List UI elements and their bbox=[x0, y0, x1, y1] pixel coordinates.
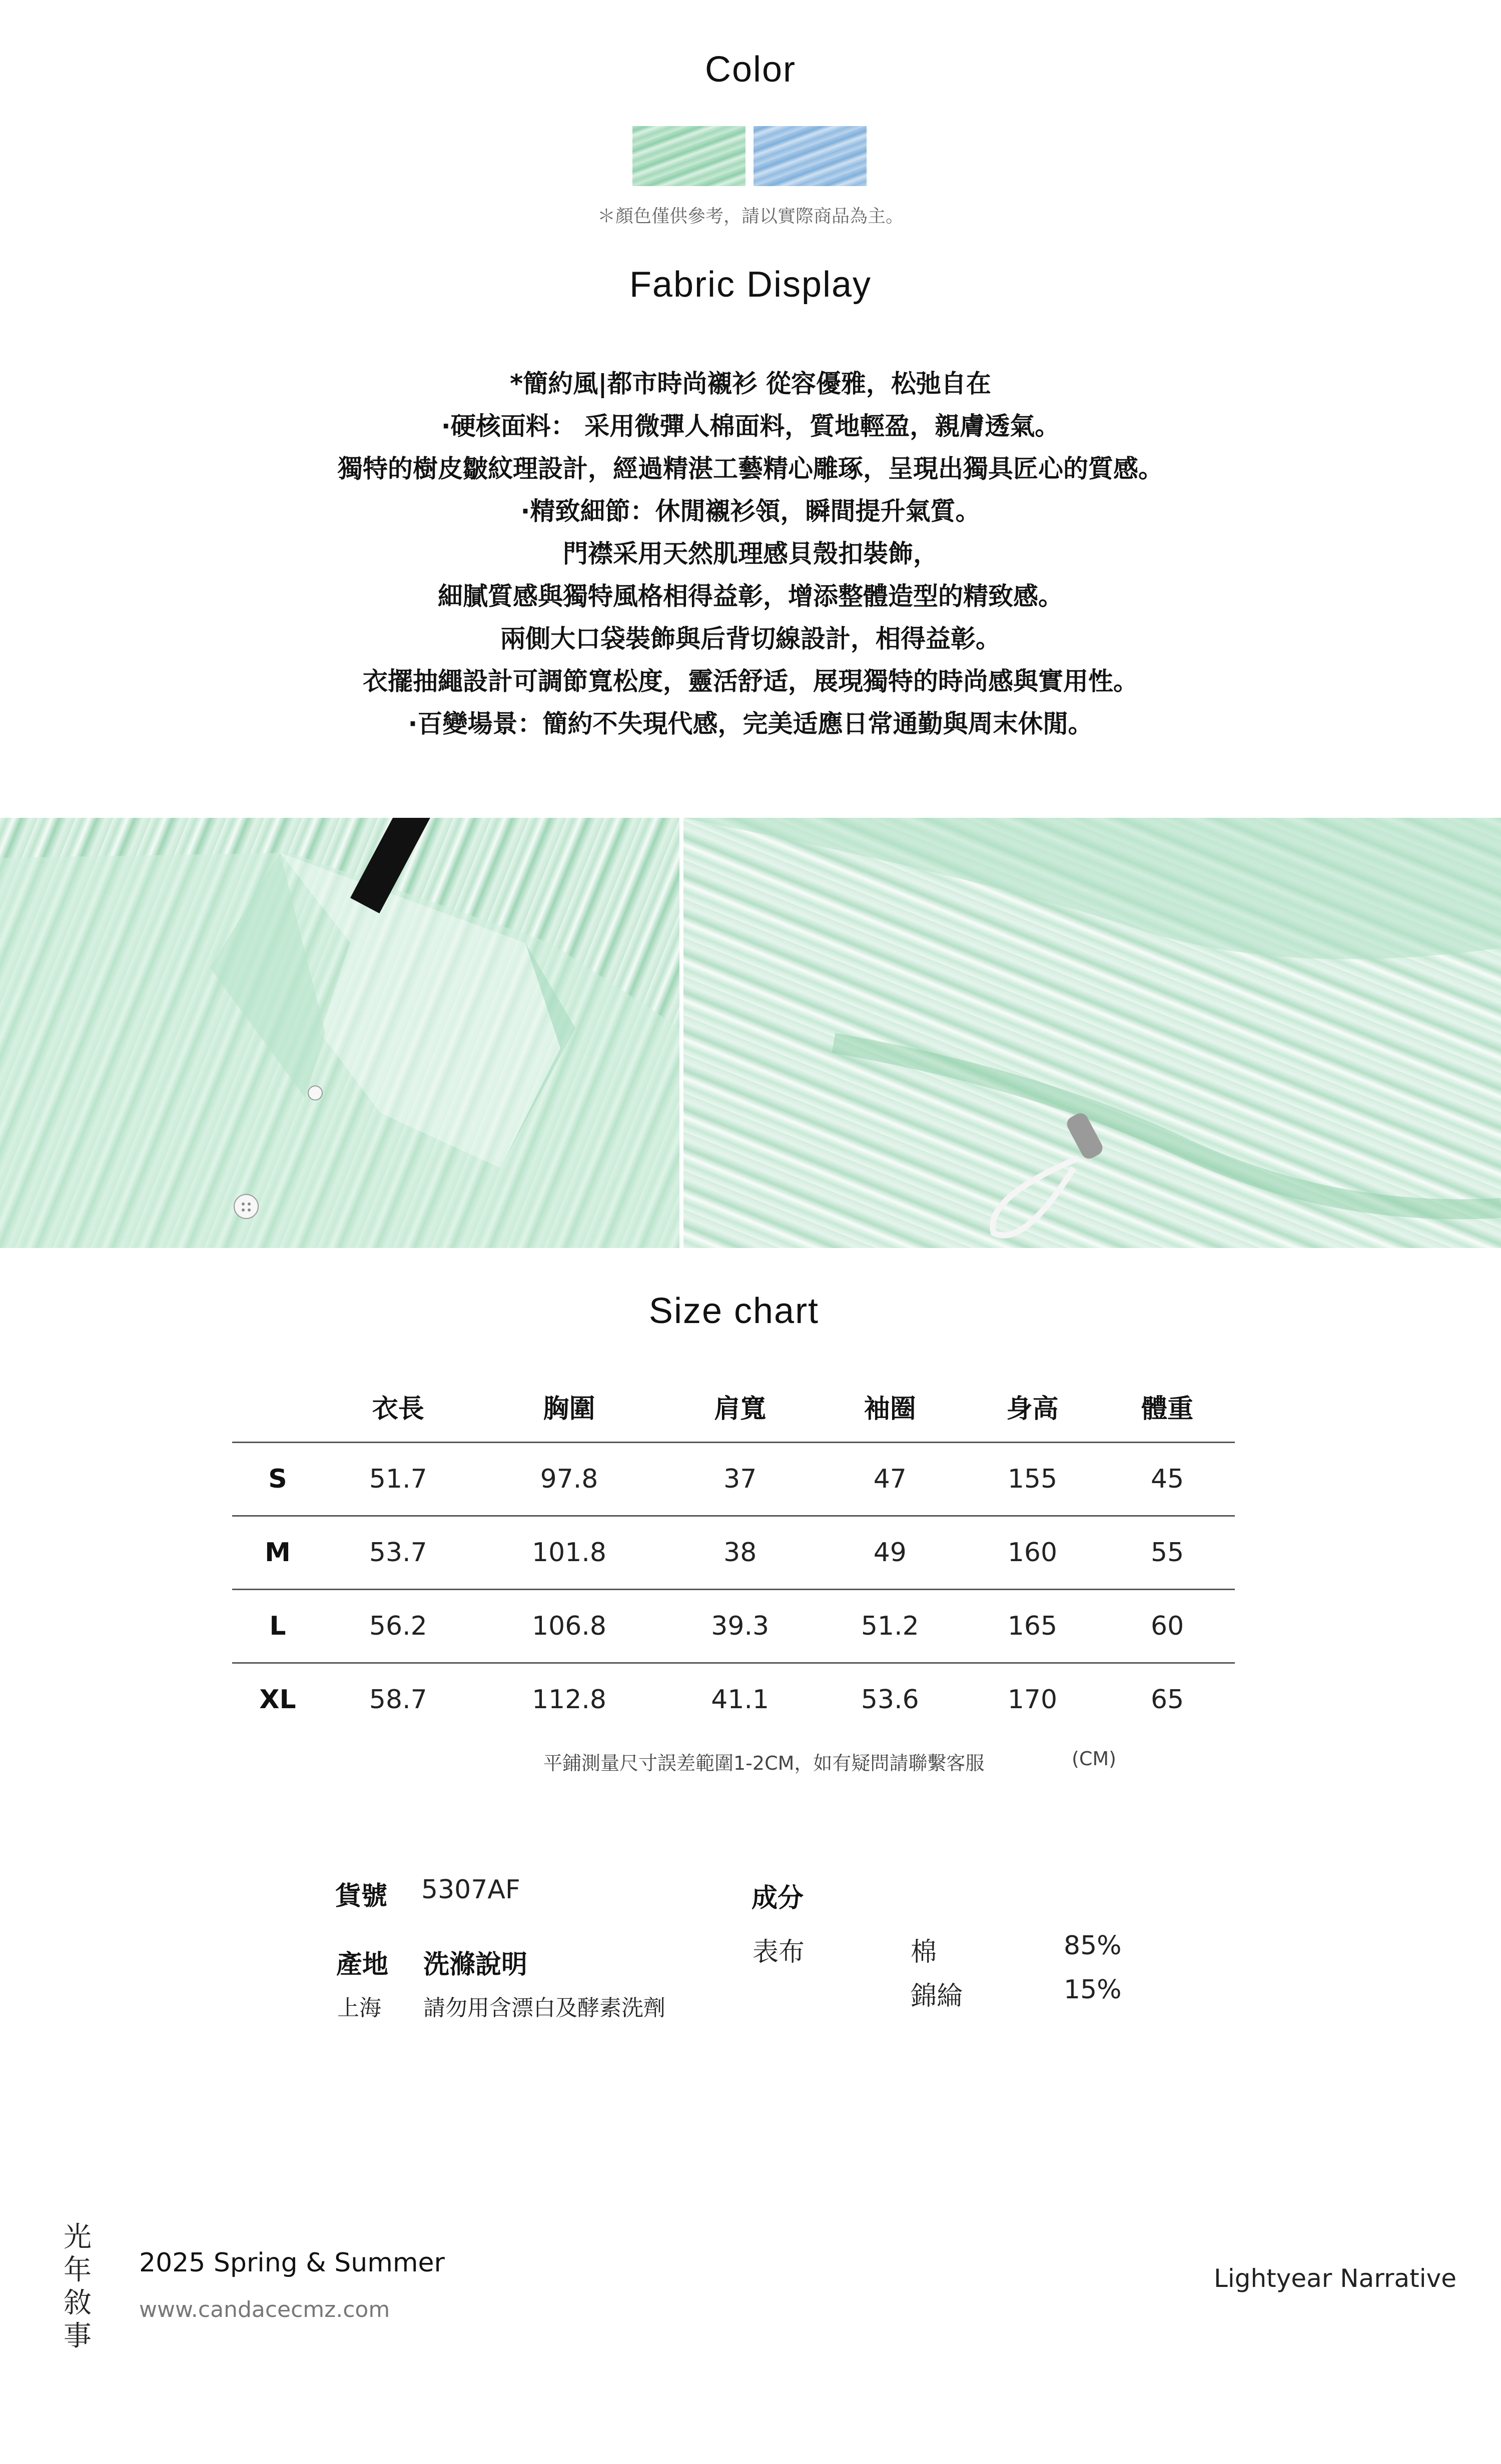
material-name: 棉 bbox=[911, 1937, 937, 1967]
size-label: XL bbox=[232, 1663, 323, 1736]
fabric-title: Fabric Display bbox=[629, 265, 872, 305]
wash-value: 請勿用含漂白及酵素洗劑 bbox=[423, 1995, 665, 2021]
fabric-line: ·百變場景：簡約不失現代感，完美适應日常通勤與周末休閒。 bbox=[408, 709, 1093, 738]
table-cell: 155 bbox=[965, 1443, 1100, 1516]
table-cell: 55 bbox=[1100, 1516, 1235, 1590]
table-cell: 101.8 bbox=[473, 1516, 665, 1590]
fabric-line: *簡約風|都市時尚襯衫 從容優雅，松弛自在 bbox=[510, 369, 991, 398]
collar-detail-photo bbox=[0, 818, 679, 1248]
size-label: M bbox=[232, 1516, 323, 1590]
size-chart-title: Size chart bbox=[648, 1291, 820, 1331]
table-row bbox=[232, 1516, 1235, 1590]
season-label: 2025 Spring & Summer bbox=[139, 2248, 445, 2278]
material-percent: 85% bbox=[1064, 1931, 1122, 1961]
table-header: 身高 bbox=[1006, 1394, 1059, 1424]
table-header: 衣長 bbox=[372, 1394, 424, 1424]
hem-drawstring-photo bbox=[683, 818, 1501, 1248]
table-cell: 58.7 bbox=[323, 1663, 473, 1736]
table-cell: 56.2 bbox=[323, 1590, 473, 1663]
fabric-line: 獨特的樹皮皺紋理設計，經過精湛工藝精心雕琢，呈現出獨具匠心的質感。 bbox=[338, 454, 1163, 483]
size-chart-unit: (CM) bbox=[1072, 1748, 1116, 1770]
size-label: S bbox=[232, 1443, 323, 1516]
material-name: 錦綸 bbox=[911, 1981, 963, 2011]
table-row bbox=[232, 1663, 1235, 1736]
table-cell: 38 bbox=[665, 1516, 815, 1590]
table-cell: 165 bbox=[965, 1590, 1100, 1663]
table-cell: 112.8 bbox=[473, 1663, 665, 1736]
origin-label: 產地 bbox=[336, 1950, 389, 1980]
table-cell: 51.2 bbox=[815, 1590, 965, 1663]
hem-illustration bbox=[683, 818, 1501, 1248]
collar-illustration bbox=[0, 818, 679, 1248]
composition-label: 成分 bbox=[752, 1883, 804, 1913]
origin-value: 上海 bbox=[337, 1995, 381, 2021]
table-header: 胸圍 bbox=[543, 1394, 595, 1424]
table-cell: 97.8 bbox=[473, 1443, 665, 1516]
sku-label: 貨號 bbox=[335, 1881, 388, 1911]
table-cell: 37 bbox=[665, 1443, 815, 1516]
fabric-line: ·硬核面料： 采用微彈人棉面料，質地輕盈，親膚透氣。 bbox=[441, 412, 1060, 441]
fabric-line: 衣擺抽繩設計可調節寬松度，靈活舒适，展現獨特的時尚感與實用性。 bbox=[363, 667, 1138, 696]
table-cell: 49 bbox=[815, 1516, 965, 1590]
table-cell: 160 bbox=[965, 1516, 1100, 1590]
material-percent: 15% bbox=[1064, 1975, 1122, 2005]
size-chart-note: 平鋪測量尺寸誤差範圍1-2CM，如有疑問請聯繫客服 bbox=[543, 1752, 985, 1774]
table-cell: 47 bbox=[815, 1443, 965, 1516]
size-chart-table bbox=[232, 1371, 1235, 1736]
table-header: 袖圈 bbox=[864, 1394, 916, 1424]
color-title: Color bbox=[704, 50, 797, 90]
table-header bbox=[232, 1371, 323, 1443]
table-cell: 45 bbox=[1100, 1443, 1235, 1516]
size-label: L bbox=[232, 1590, 323, 1663]
sku-value: 5307AF bbox=[421, 1875, 520, 1905]
table-cell: 106.8 bbox=[473, 1590, 665, 1663]
website-link[interactable]: www.candacecmz.com bbox=[139, 2297, 390, 2322]
brand-english-name: Lightyear Narrative bbox=[1214, 2264, 1456, 2293]
table-cell: 53.6 bbox=[815, 1663, 965, 1736]
fabric-line: 細膩質感與獨特風格相得益彰，增添整體造型的精致感。 bbox=[438, 582, 1063, 611]
wash-label: 洗滌說明 bbox=[423, 1950, 528, 1980]
table-row bbox=[232, 1590, 1235, 1663]
fabric-line: 門襟采用天然肌理感貝殼扣裝飾， bbox=[563, 539, 938, 568]
table-header: 體重 bbox=[1141, 1394, 1194, 1424]
fabric-description bbox=[0, 363, 1501, 745]
table-cell: 39.3 bbox=[665, 1590, 815, 1663]
table-cell: 60 bbox=[1100, 1590, 1235, 1663]
table-row bbox=[232, 1443, 1235, 1516]
table-cell: 65 bbox=[1100, 1663, 1235, 1736]
brand-vertical-logo bbox=[60, 2221, 95, 2353]
table-cell: 41.1 bbox=[665, 1663, 815, 1736]
fabric-label: 表布 bbox=[753, 1937, 805, 1967]
fabric-line: ·精致細節：休閒襯衫領，瞬間提升氣質。 bbox=[520, 497, 981, 526]
table-cell: 53.7 bbox=[323, 1516, 473, 1590]
color-swatch-green[interactable] bbox=[632, 126, 745, 186]
color-note: ＊顏色僅供參考，請以實際商品為主。 bbox=[597, 206, 904, 227]
table-cell: 170 bbox=[965, 1663, 1100, 1736]
color-swatch-blue[interactable] bbox=[754, 126, 867, 186]
table-cell: 51.7 bbox=[323, 1443, 473, 1516]
brand-vertical-text: 光年敘事 bbox=[64, 2221, 92, 2352]
table-header: 肩寬 bbox=[714, 1394, 767, 1424]
table-header-row bbox=[232, 1371, 1235, 1443]
fabric-line: 兩側大口袋裝飾與后背切線設計，相得益彰。 bbox=[500, 624, 1001, 653]
